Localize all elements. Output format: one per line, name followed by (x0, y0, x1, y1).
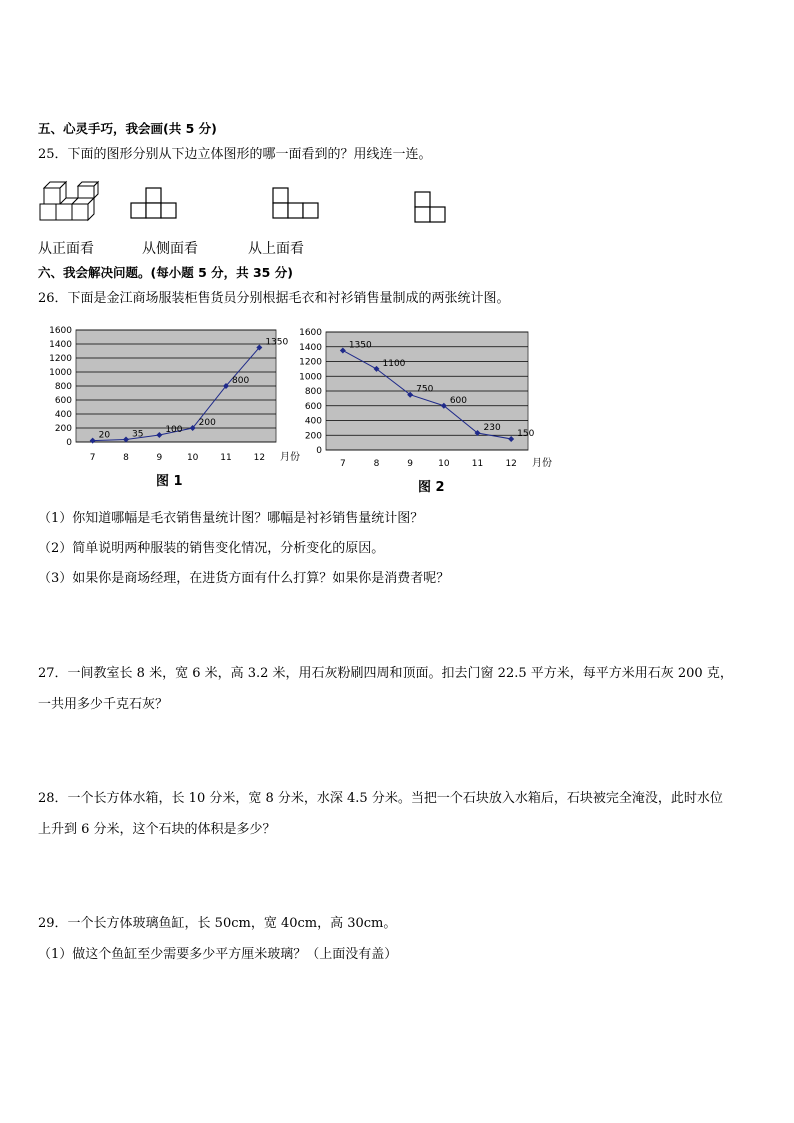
question-26-2: （2）简单说明两种服装的销售变化情况，分析变化的原因。 (38, 541, 385, 556)
view-label-top: 从上面看 (248, 241, 304, 257)
cube-solid-figure (38, 180, 102, 224)
data-label: 100 (165, 425, 183, 435)
question-25: 25．下面的图形分别从下边立体图形的哪一面看到的？用线连一连。 (38, 147, 432, 162)
chart-2-caption: 图 2 (418, 480, 445, 495)
chart-figure-2 (296, 322, 560, 474)
data-label: 200 (198, 418, 216, 428)
x-tick-label: 8 (373, 459, 380, 469)
x-tick-label: 7 (339, 459, 346, 469)
question-27-line-1: 27．一间教室长 8 米，宽 6 米，高 3.2 米，用石灰粉刷四周和顶面。扣去门窗 22.5 平方米，每平方米用石灰 200 克， (38, 666, 733, 681)
y-tick-label: 1400 (49, 340, 72, 350)
y-tick-label: 600 (54, 396, 72, 406)
question-26-1: （1）你知道哪幅是毛衣销售量统计图？哪幅是衬衫销售量统计图？ (38, 511, 424, 526)
x-axis-label: 月份 (532, 458, 552, 469)
x-tick-label: 11 (471, 459, 484, 469)
x-tick-label: 12 (505, 459, 517, 469)
x-axis-label: 月份 (280, 452, 300, 463)
y-tick-label: 0 (316, 446, 322, 456)
x-tick-label: 7 (89, 453, 96, 463)
section-5-heading: 五、心灵手巧，我会画(共 5 分) (38, 121, 217, 136)
y-tick-label: 1000 (299, 372, 322, 383)
x-tick-label: 8 (123, 453, 129, 463)
x-tick-label: 10 (438, 459, 450, 469)
data-label: 750 (416, 384, 434, 395)
question-28-line-1: 28．一个长方体水箱，长 10 分米，宽 8 分米，水深 4.5 分米。当把一个石块放入水箱后，石块被完全淹没，此时水位 (38, 791, 723, 806)
question-29-1: （1）做这个鱼缸至少需要多少平方厘米玻璃？（上面没有盖） (38, 947, 398, 962)
y-tick-label: 200 (304, 431, 322, 442)
section-6-heading: 六、我会解决问题。(每小题 5 分，共 35 分) (38, 265, 293, 280)
data-label: 1100 (382, 358, 406, 369)
x-tick-label: 10 (186, 453, 199, 463)
x-tick-label: 12 (253, 453, 266, 463)
data-label: 35 (132, 429, 144, 440)
chart-1-caption: 图 1 (156, 474, 183, 489)
y-tick-label: 800 (54, 382, 72, 392)
data-label: 800 (232, 376, 250, 386)
y-tick-label: 1400 (299, 342, 322, 353)
question-28-line-2: 上升到 6 分米，这个石块的体积是多少？ (38, 822, 276, 837)
data-label: 20 (98, 430, 111, 441)
question-26-3: （3）如果你是商场经理，在进货方面有什么打算？如果你是消费者呢？ (38, 571, 450, 586)
x-tick-label: 9 (156, 453, 163, 463)
data-label: 150 (517, 428, 535, 439)
y-tick-label: 1000 (49, 368, 72, 378)
x-tick-label: 11 (220, 453, 232, 463)
y-tick-label: 400 (54, 410, 72, 420)
view-label-front: 从正面看 (38, 241, 94, 257)
y-tick-label: 600 (304, 401, 322, 412)
data-label: 230 (483, 423, 501, 434)
y-tick-label: 1600 (299, 328, 322, 338)
y-tick-label: 200 (54, 424, 72, 434)
data-label: 1350 (348, 340, 372, 351)
y-tick-label: 0 (66, 438, 72, 448)
x-tick-label: 9 (407, 459, 414, 469)
y-tick-label: 400 (304, 416, 322, 427)
y-tick-label: 800 (304, 387, 322, 397)
data-label: 1350 (265, 337, 289, 348)
data-label: 600 (449, 395, 468, 406)
view-shape-b (272, 186, 320, 222)
question-27-line-2: 一共用多少千克石灰？ (38, 697, 169, 712)
view-shape-a (130, 186, 178, 222)
chart-figure-1 (38, 322, 302, 470)
view-shape-c (414, 190, 448, 226)
question-26: 26．下面是金江商场服装柜售货员分别根据毛衣和衬衫销售量制成的两张统计图。 (38, 291, 510, 306)
y-tick-label: 1200 (49, 354, 72, 364)
question-29: 29．一个长方体玻璃鱼缸，长 50cm，宽 40cm，高 30cm。 (38, 916, 397, 931)
y-tick-label: 1600 (49, 326, 72, 336)
y-tick-label: 1200 (299, 357, 322, 368)
view-label-side: 从侧面看 (142, 241, 198, 257)
